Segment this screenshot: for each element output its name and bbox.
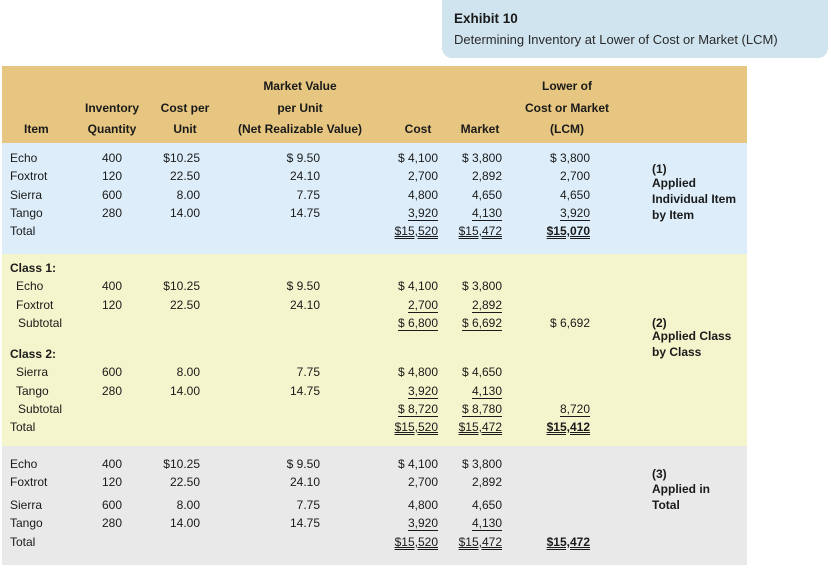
inventory-qty: 280	[101, 206, 122, 220]
total-cost: $15,520	[394, 535, 438, 549]
market-per-unit: 14.75	[289, 516, 320, 530]
inventory-qty: 600	[101, 498, 122, 512]
inventory-qty: 400	[101, 457, 122, 471]
subtotal-market-cell	[444, 402, 502, 417]
item-name: Tango	[10, 206, 43, 220]
item-name: Tango	[16, 384, 49, 398]
market-per-unit: 7.75	[296, 365, 320, 379]
header-lcm-line2: Cost or Market	[524, 101, 610, 115]
note-number: (3)	[652, 467, 667, 481]
cost-value: $ 4,100	[397, 279, 438, 293]
cost-value: $ 4,100	[397, 151, 438, 165]
total-cost: $15,520	[394, 420, 438, 434]
class-1-label: Class 1:	[10, 261, 57, 275]
header-qty-line2: Quantity	[87, 122, 137, 136]
cost-cell	[380, 516, 438, 531]
cost-per-unit: 22.50	[169, 298, 200, 312]
cost-value: 3,920	[407, 384, 438, 398]
header-item: Item	[24, 122, 49, 136]
total-lcm: $15,070	[546, 224, 590, 238]
market-cell	[444, 206, 502, 221]
cost-per-unit: $10.25	[163, 151, 200, 165]
subtotal-label: Subtotal	[18, 316, 63, 330]
item-name: Echo	[16, 279, 44, 293]
total-label: Total	[10, 224, 36, 238]
market-per-unit: 24.10	[289, 298, 320, 312]
market-per-unit: $ 9.50	[286, 151, 320, 165]
cost-per-unit: 8.00	[176, 365, 200, 379]
market-value: 4,130	[471, 516, 502, 530]
subtotal-cost: $ 6,800	[397, 316, 438, 330]
cost-value: 3,920	[407, 516, 438, 530]
note-line: Individual Item	[652, 192, 737, 206]
note-line: Applied in	[652, 482, 710, 496]
item-name: Sierra	[10, 498, 43, 512]
cost-per-unit: 8.00	[176, 188, 200, 202]
header-market: Market	[460, 122, 500, 136]
cost-per-unit: $10.25	[163, 279, 200, 293]
market-per-unit: 24.10	[289, 169, 320, 183]
subtotal-lcm: 8,720	[559, 402, 590, 416]
market-value: 2,892	[471, 169, 502, 183]
market-per-unit: $ 9.50	[286, 279, 320, 293]
market-per-unit: 14.75	[289, 206, 320, 220]
subtotal-lcm: $ 6,692	[549, 316, 590, 330]
subtotal-cost-cell	[380, 316, 438, 331]
inventory-qty: 280	[101, 516, 122, 530]
market-value: $ 3,800	[461, 151, 502, 165]
lcm-cell	[530, 206, 590, 221]
market-per-unit: 7.75	[296, 188, 320, 202]
cost-value: 4,800	[407, 498, 438, 512]
item-name: Echo	[10, 457, 38, 471]
cost-cell	[380, 384, 438, 399]
inventory-qty: 280	[101, 384, 122, 398]
cost-per-unit: 22.50	[169, 475, 200, 489]
cost-per-unit: $10.25	[163, 457, 200, 471]
market-value: 4,650	[471, 188, 502, 202]
header-mv-line2: per Unit	[277, 101, 323, 115]
market-value: 4,130	[471, 384, 502, 398]
market-cell	[444, 516, 502, 531]
total-label: Total	[10, 535, 36, 549]
subtotal-label: Subtotal	[18, 402, 63, 416]
market-per-unit: 14.75	[289, 384, 320, 398]
cost-value: $ 4,100	[397, 457, 438, 471]
header-cpu-line2: Unit	[173, 122, 197, 136]
note-line: Applied	[652, 176, 696, 190]
cost-value: 2,700	[407, 475, 438, 489]
market-value: 4,130	[471, 206, 502, 220]
cost-per-unit: 14.00	[169, 516, 200, 530]
exhibit-header	[442, 0, 828, 58]
cost-value: 2,700	[407, 298, 438, 312]
inventory-qty: 120	[101, 475, 122, 489]
note-line: Applied Class	[652, 329, 732, 343]
item-name: Sierra	[10, 188, 43, 202]
cost-per-unit: 22.50	[169, 169, 200, 183]
total-cost: $15,520	[394, 224, 438, 238]
market-value: $ 4,650	[461, 365, 502, 379]
cost-per-unit: 14.00	[169, 206, 200, 220]
total-market: $15,472	[458, 535, 502, 549]
lcm-value: 3,920	[559, 206, 590, 220]
market-value: $ 3,800	[461, 279, 502, 293]
inventory-qty: 400	[101, 151, 122, 165]
lcm-value: $ 3,800	[549, 151, 590, 165]
exhibit-subtitle: Determining Inventory at Lower of Cost or Market (LCM)	[454, 32, 778, 47]
note-line: Total	[652, 498, 680, 512]
inventory-qty: 600	[101, 188, 122, 202]
class-2-label: Class 2:	[10, 347, 57, 361]
inventory-qty: 120	[101, 169, 122, 183]
cost-value: 2,700	[407, 169, 438, 183]
subtotal-lcm-cell	[530, 402, 590, 417]
market-per-unit: 24.10	[289, 475, 320, 489]
header-mv-line3: (Net Realizable Value)	[237, 122, 363, 136]
cost-value: 3,920	[407, 206, 438, 220]
cost-cell	[380, 206, 438, 221]
inventory-qty: 120	[101, 298, 122, 312]
market-value: 2,892	[471, 475, 502, 489]
note-line: by Class	[652, 345, 702, 359]
cost-value: $ 4,800	[397, 365, 438, 379]
total-lcm: $15,412	[546, 420, 590, 434]
market-value: 2,892	[471, 298, 502, 312]
header-qty-line1: Inventory	[84, 101, 139, 115]
header-lcm-line1: Lower of	[542, 79, 592, 93]
subtotal-market: $ 8,780	[461, 402, 502, 416]
market-value: 4,650	[471, 498, 502, 512]
inventory-qty: 400	[101, 279, 122, 293]
total-market: $15,472	[458, 420, 502, 434]
total-label: Total	[10, 420, 36, 434]
market-value: $ 3,800	[461, 457, 502, 471]
market-cell	[444, 298, 502, 313]
subtotal-market: $ 6,692	[461, 316, 502, 330]
lcm-value: 2,700	[559, 169, 590, 183]
total-lcm: $15,472	[546, 535, 590, 549]
item-name: Foxtrot	[10, 169, 48, 183]
cost-cell	[380, 298, 438, 313]
subtotal-cost: $ 8,720	[397, 402, 438, 416]
cost-per-unit: 8.00	[176, 498, 200, 512]
cost-per-unit: 14.00	[169, 384, 200, 398]
inventory-qty: 600	[101, 365, 122, 379]
subtotal-cost-cell	[380, 402, 438, 417]
header-mv-line1: Market Value	[263, 79, 337, 93]
market-cell	[444, 384, 502, 399]
total-market: $15,472	[458, 224, 502, 238]
market-per-unit: $ 9.50	[286, 457, 320, 471]
note-number: (2)	[652, 316, 667, 330]
note-line: by Item	[652, 208, 695, 222]
exhibit-title: Exhibit 10	[454, 11, 518, 26]
market-per-unit: 7.75	[296, 498, 320, 512]
header-cost: Cost	[404, 122, 432, 136]
item-name: Tango	[10, 516, 43, 530]
item-name: Echo	[10, 151, 38, 165]
header-cpu-line1: Cost per	[160, 101, 210, 115]
subtotal-market-cell	[444, 316, 502, 331]
cost-value: 4,800	[407, 188, 438, 202]
lcm-value: 4,650	[559, 188, 590, 202]
header-lcm-line3: (LCM)	[550, 122, 584, 136]
item-name: Foxtrot	[10, 475, 48, 489]
item-name: Sierra	[16, 365, 49, 379]
note-number: (1)	[652, 162, 667, 176]
item-name: Foxtrot	[16, 298, 54, 312]
